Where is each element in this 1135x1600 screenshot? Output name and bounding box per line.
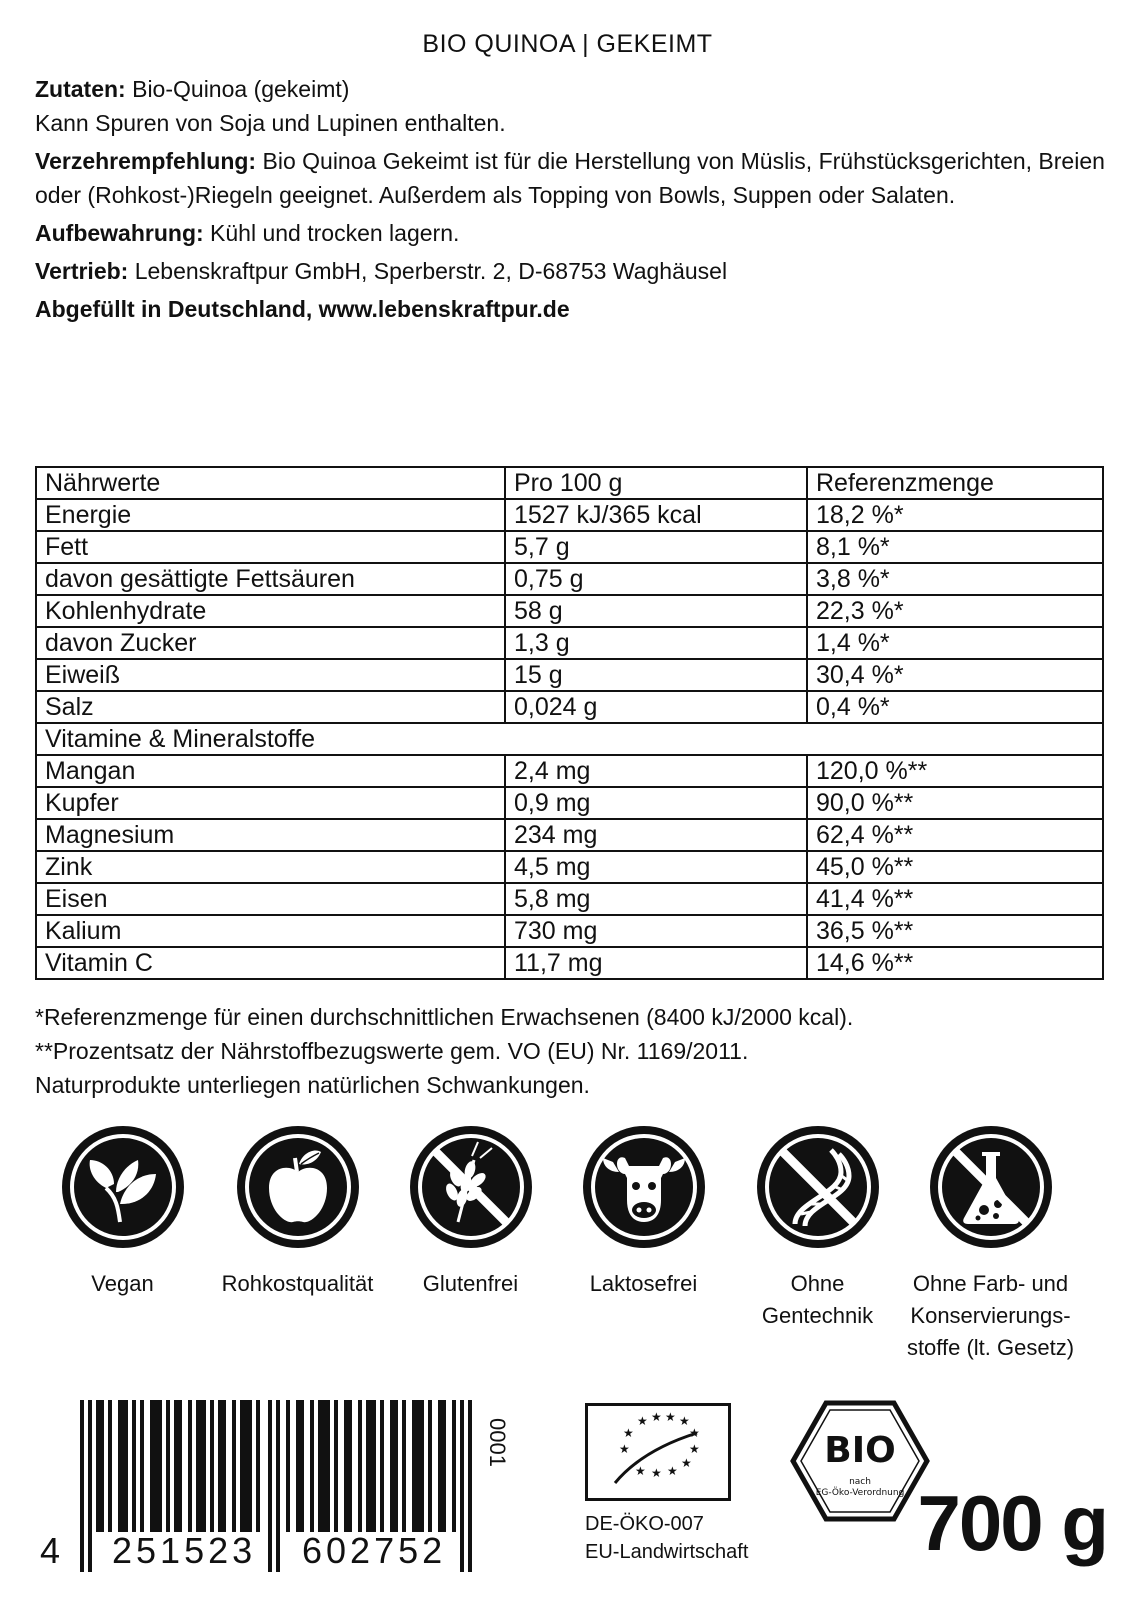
table-row — [36, 691, 1103, 723]
table-row — [36, 627, 1103, 659]
nutrient-amount: 2,4 mg — [505, 755, 807, 787]
barcode-side-code: 0001 — [485, 1418, 510, 1467]
svg-text:★: ★ — [679, 1414, 690, 1428]
nutrient-amount: 0,9 mg — [505, 787, 807, 819]
nutrient-name: Eiweiß — [36, 659, 505, 691]
nutrient-amount: 730 mg — [505, 915, 807, 947]
feature-raw — [210, 1122, 385, 1300]
svg-text:★: ★ — [623, 1426, 634, 1440]
nutrient-reference: 0,4 %* — [807, 691, 1103, 723]
nutrient-reference: 22,3 %* — [807, 595, 1103, 627]
bio-seal-icon — [790, 1400, 930, 1522]
aufbewahrung-text: Kühl und trocken lagern. — [203, 220, 460, 246]
eu-agriculture-origin: EU-Landwirtschaft — [585, 1541, 749, 1563]
nutrient-amount: 4,5 mg — [505, 851, 807, 883]
nutrient-reference: 36,5 %** — [807, 915, 1103, 947]
svg-text:★: ★ — [637, 1414, 648, 1428]
nutrient-reference: 8,1 %* — [807, 531, 1103, 563]
no-additives-icon — [926, 1122, 1056, 1252]
table-row — [36, 787, 1103, 819]
feature-lactosefree — [556, 1122, 731, 1300]
nutrient-amount: 234 mg — [505, 819, 807, 851]
product-title: BIO QUINOA | GEKEIMT — [422, 30, 713, 58]
feature-vegan — [35, 1122, 210, 1300]
vegan-icon — [58, 1122, 188, 1252]
spuren-line: Kann Spuren von Soja und Lupinen enthalten. — [35, 110, 506, 136]
svg-text:★: ★ — [689, 1426, 700, 1440]
nutrient-reference: 30,4 %* — [807, 659, 1103, 691]
nutrient-name: Eisen — [36, 883, 505, 915]
no-gmo-icon — [753, 1122, 883, 1252]
nutrient-name: Salz — [36, 691, 505, 723]
table-row — [36, 659, 1103, 691]
table-row — [36, 531, 1103, 563]
nutrient-reference: 62,4 %** — [807, 819, 1103, 851]
section-row — [36, 723, 1103, 755]
nutrient-amount: 1527 kJ/365 kcal — [505, 499, 807, 531]
nutrient-reference: 1,4 %* — [807, 627, 1103, 659]
table-row — [36, 563, 1103, 595]
abgefuellt-text: Abgefüllt in Deutschland, www.lebenskraftpur.de — [35, 296, 570, 322]
empfehlung-text: Bio Quinoa Gekeimt ist für die Herstellung von Müslis, Frühstücksgerichten, Breien oder (Rohkost-)Riegeln geeignet. Außerdem als Topping von Bowls, Suppen oder Salaten. — [35, 148, 1105, 208]
nutrient-reference: 90,0 %** — [807, 787, 1103, 819]
empfehlung-line — [35, 144, 1105, 212]
no-lactose-icon — [579, 1122, 709, 1252]
vertrieb-text: Lebenskraftpur GmbH, Sperberstr. 2, D-68753 Waghäusel — [128, 258, 728, 284]
nutrient-name: Vitamin C — [36, 947, 505, 979]
nutrient-amount: 58 g — [505, 595, 807, 627]
eu-organic-leaf-icon — [585, 1403, 731, 1501]
nutrient-amount: 5,8 mg — [505, 883, 807, 915]
table-row — [36, 819, 1103, 851]
abgefuellt-line — [35, 292, 1105, 326]
footnote-percentage: **Prozentsatz der Nährstoffbezugswerte gem. VO (EU) Nr. 1169/2011. — [35, 1038, 749, 1064]
bio-seal-line1: nach — [849, 1477, 871, 1487]
svg-text:★: ★ — [667, 1464, 678, 1478]
nutrient-name: davon Zucker — [36, 627, 505, 659]
barcode-digits — [40, 1530, 510, 1574]
aufbewahrung-label: Aufbewahrung: — [35, 220, 204, 246]
feature-label: Vegan — [91, 1271, 154, 1296]
table-row — [36, 883, 1103, 915]
eu-organic-code — [585, 1510, 748, 1566]
empfehlung-label: Verzehrempfehlung: — [35, 148, 257, 174]
table-row — [36, 915, 1103, 947]
table-header-row — [36, 467, 1103, 499]
footnote-natural: Naturprodukte unterliegen natürlichen Schwankungen. — [35, 1072, 590, 1098]
svg-text:★: ★ — [635, 1464, 646, 1478]
product-info — [35, 72, 1105, 330]
nutrient-name: Magnesium — [36, 819, 505, 851]
nutrient-name: Kalium — [36, 915, 505, 947]
svg-text:★: ★ — [651, 1410, 662, 1424]
header-referenzmenge: Referenzmenge — [807, 467, 1103, 499]
feature-label-line: Ohne — [790, 1271, 845, 1296]
svg-text:★: ★ — [689, 1442, 700, 1456]
nutrient-name: davon gesättigte Fettsäuren — [36, 563, 505, 595]
table-row — [36, 851, 1103, 883]
no-gluten-icon — [406, 1122, 536, 1252]
net-weight: 700 g — [917, 1479, 1107, 1567]
nutrient-reference: 41,4 %** — [807, 883, 1103, 915]
bio-seal-text: BIO — [824, 1430, 896, 1471]
nutrient-reference: 3,8 %* — [807, 563, 1103, 595]
nutrient-name: Energie — [36, 499, 505, 531]
nutrient-name: Mangan — [36, 755, 505, 787]
feature-label-line: Konservierungs- — [910, 1303, 1071, 1328]
header-pro-100g: Pro 100 g — [505, 467, 807, 499]
feature-label: Glutenfrei — [422, 1271, 519, 1296]
nutrient-reference: 45,0 %** — [807, 851, 1103, 883]
footnotes — [35, 1000, 1105, 1102]
zutaten-text: Bio-Quinoa (gekeimt) — [125, 76, 350, 102]
section-label: Vitamine & Mineralstoffe — [36, 723, 1103, 755]
nutrient-name: Kohlenhydrate — [36, 595, 505, 627]
footnote-reference: *Referenzmenge für einen durchschnittlichen Erwachsenen (8400 kJ/2000 kcal). — [35, 1004, 854, 1030]
aufbewahrung-line — [35, 216, 1105, 250]
nutrient-amount: 5,7 g — [505, 531, 807, 563]
feature-label — [903, 1268, 1078, 1364]
nutrient-reference: 14,6 %** — [807, 947, 1103, 979]
nutrient-reference: 18,2 %* — [807, 499, 1103, 531]
nutrient-amount: 0,024 g — [505, 691, 807, 723]
feature-label — [730, 1268, 905, 1332]
svg-text:★: ★ — [681, 1456, 692, 1470]
nutrient-amount: 1,3 g — [505, 627, 807, 659]
feature-label-line: stoffe (lt. Gesetz) — [906, 1335, 1075, 1360]
nutrient-amount: 11,7 mg — [505, 947, 807, 979]
vertrieb-line — [35, 254, 1105, 288]
header-naehrwerte: Nährwerte — [36, 467, 505, 499]
feature-glutenfree — [383, 1122, 558, 1300]
nutrient-name: Fett — [36, 531, 505, 563]
vertrieb-label: Vertrieb: — [35, 258, 129, 284]
eu-control-code: DE-ÖKO-007 — [585, 1513, 704, 1535]
svg-text:★: ★ — [619, 1442, 630, 1456]
feature-label: Rohkostqualität — [221, 1271, 374, 1296]
table-row — [36, 499, 1103, 531]
svg-text:★: ★ — [665, 1410, 676, 1424]
feature-label-line: Ohne Farb- und — [912, 1271, 1069, 1296]
svg-text:★: ★ — [651, 1466, 662, 1480]
feature-no-gmo — [730, 1122, 905, 1332]
nutrient-amount: 0,75 g — [505, 563, 807, 595]
barcode-first-digit: 4 — [40, 1530, 61, 1571]
nutrient-name: Zink — [36, 851, 505, 883]
feature-label: Laktosefrei — [589, 1271, 698, 1296]
apple-icon — [233, 1122, 363, 1252]
zutaten-line — [35, 72, 1105, 106]
table-row — [36, 755, 1103, 787]
table-row — [36, 595, 1103, 627]
feature-no-additives — [903, 1122, 1078, 1364]
table-row — [36, 947, 1103, 979]
nutrition-table — [35, 466, 1104, 980]
zutaten-label: Zutaten: — [35, 76, 126, 102]
barcode-left-group: 251523 — [112, 1530, 257, 1571]
nutrient-name: Kupfer — [36, 787, 505, 819]
feature-label-line: Gentechnik — [761, 1303, 874, 1328]
nutrient-reference: 120,0 %** — [807, 755, 1103, 787]
nutrient-amount: 15 g — [505, 659, 807, 691]
bio-seal-line2: EG-Öko-Verordnung — [815, 1488, 905, 1498]
feature-icons — [60, 1122, 1120, 1362]
barcode-right-group: 602752 — [302, 1530, 447, 1571]
